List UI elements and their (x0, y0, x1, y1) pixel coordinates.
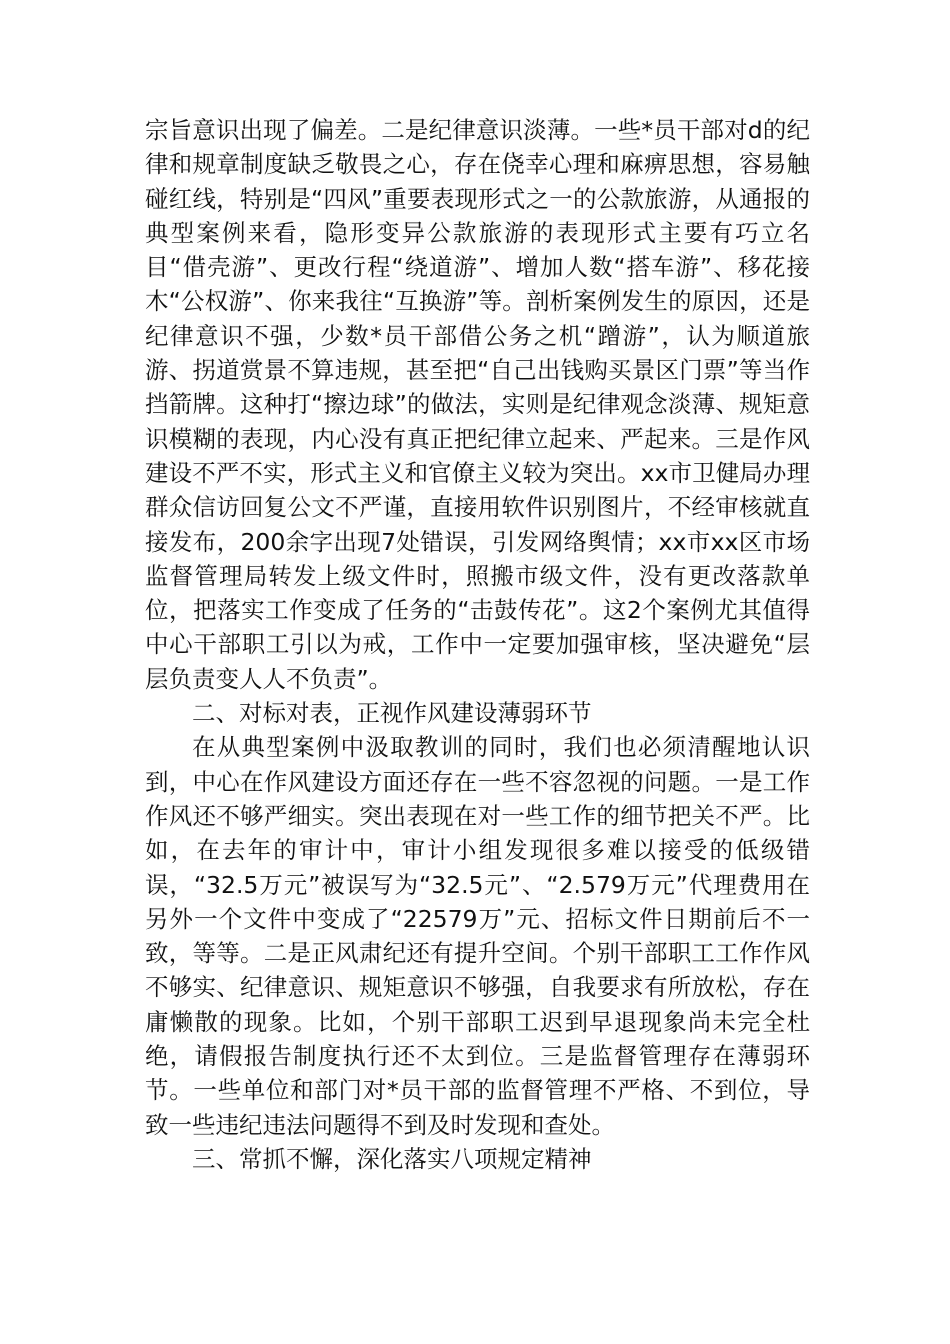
section-heading: 二、对标对表，正视作风建设薄弱环节 (192, 699, 592, 728)
document-body (145, 113, 810, 1176)
body-paragraph: 在从典型案例中汲取教训的同时，我们也必须清醒地认识到，中心在作风建设方面还存在一些不容忽视的问题。一是工作作风还不够严细实。突出表现在对一些工作的细节把关不严。比如，在去年的审计中，审计小组发现很多难以接受的低级错误，“32.5万元”被误写为“32.5元”、“2.579万元”代理费用在另外一个文件中变成了“22579万”元、招标文件日期前后不一致，等等。二是正风肃纪还有提升空间。个别干部职工工作作风不够实、纪律意识、规矩意识不够强，自我要求有所放松，存在庸懒散的现象。比如，个别干部职工迟到早退现象尚未完全杜绝，请假报告制度执行还不太到位。三是监督管理存在薄弱环节。一些单位和部门对*员干部的监督管理不严格、不到位，导致一些违纪违法问题得不到及时发现和查处。 (145, 733, 810, 1139)
section-heading: 三、常抓不懈，深化落实八项规定精神 (192, 1144, 592, 1173)
body-paragraph: 宗旨意识出现了偏差。二是纪律意识淡薄。一些*员干部对d的纪律和规章制度缺乏敬畏之心，存在侥幸心理和麻痹思想，容易触碰红线，特别是“四风”重要表现形式之一的公款旅游，从通报的典型案例来看，隐形变异公款旅游的表现形式主要有巧立名目“借壳游”、更改行程“绕道游”、增加人数“搭车游”、移花接木“公权游”、你来我往“互换游”等。剖析案例发生的原因，还是纪律意识不强，少数*员干部借公务之机“蹭游”，认为顺道旅游、拐道赏景不算违规，甚至把“自己出钱购买景区门票”等当作挡箭牌。这种打“擦边球”的做法，实则是纪律观念淡薄、规矩意识模糊的表现，内心没有真正把纪律立起来、严起来。三是作风建设不严不实，形式主义和官僚主义较为突出。xx市卫健局办理群众信访回复公文不严谨，直接用软件识别图片，不经审核就直接发布，200余字出现7处错误，引发网络舆情；xx市xx区市场监督管理局转发上级文件时，照搬市级文件，没有更改落款单位，把落实工作变成了任务的“击鼓传花”。这2个案例尤其值得中心干部职工引以为戒，工作中一定要加强审核，坚决避免“层层负责变人人不负责”。 (145, 116, 810, 693)
